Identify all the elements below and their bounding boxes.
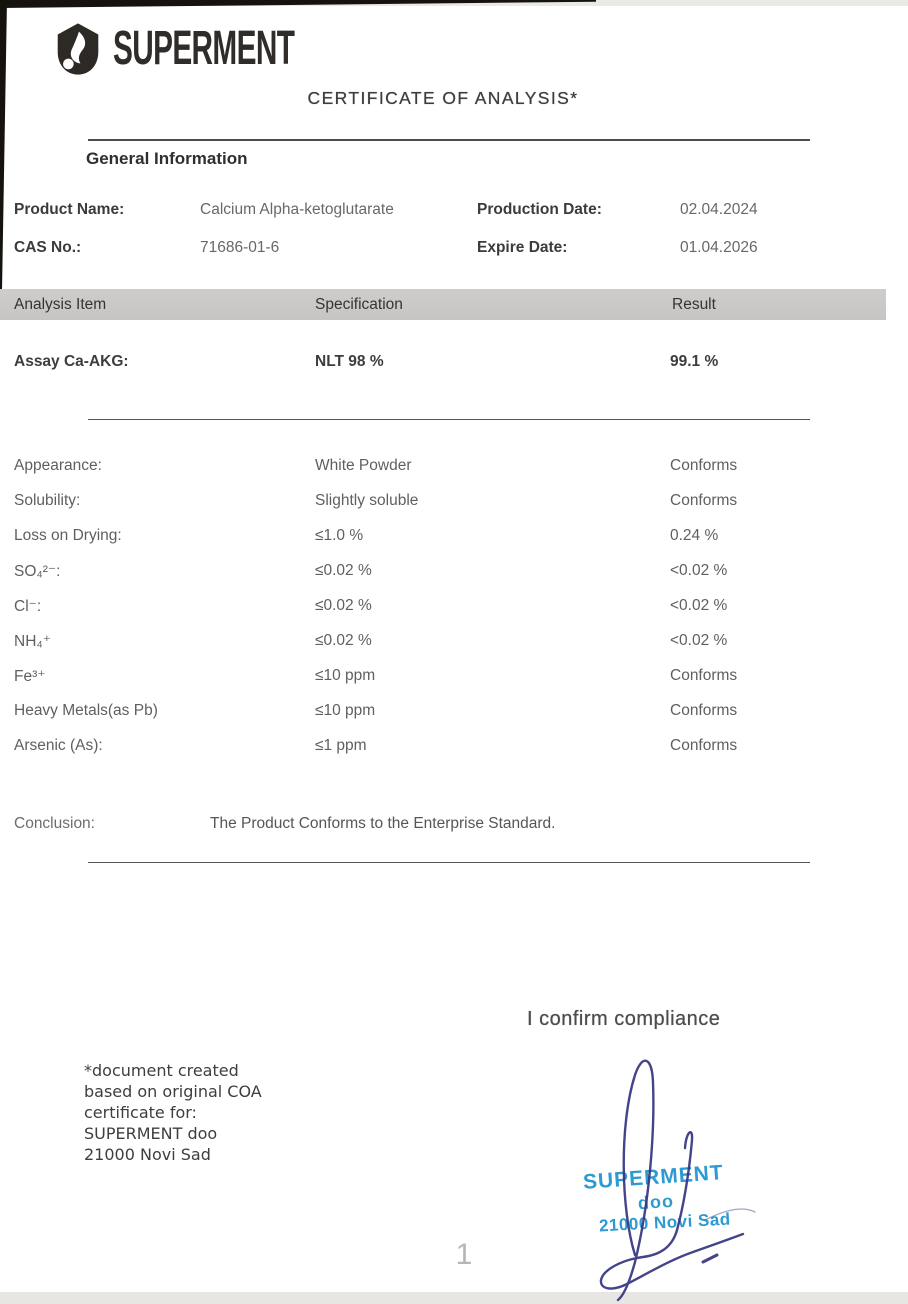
analysis-item: Solubility: [14, 492, 81, 509]
info-row [0, 201, 886, 223]
analysis-spec: ≤1 ppm [315, 737, 367, 754]
expire-date-label: Expire Date: [477, 239, 568, 256]
analysis-result: 99.1 % [670, 353, 719, 370]
divider-line [88, 419, 810, 420]
divider-line [88, 139, 810, 141]
analysis-spec: ≤10 ppm [315, 702, 376, 719]
analysis-spec: ≤0.02 % [315, 597, 372, 614]
table-row [0, 632, 886, 654]
table-row [0, 597, 886, 619]
conclusion-label: Conclusion: [14, 815, 95, 832]
table-row [0, 457, 886, 479]
brand-name: SUPERMENT [113, 22, 295, 75]
table-row [0, 492, 886, 514]
analysis-result: Conforms [670, 667, 738, 684]
info-row [0, 239, 886, 261]
analysis-spec: Slightly soluble [315, 492, 419, 509]
stamp-company-name: SUPERMENT [582, 1161, 725, 1194]
analysis-result: Conforms [670, 457, 738, 474]
page-number: 1 [455, 1238, 473, 1271]
analysis-item: NH₄⁺ [14, 633, 51, 650]
cas-no-label: CAS No.: [14, 239, 82, 256]
stamp-company-form: doo [637, 1190, 675, 1214]
analysis-item: Heavy Metals(as Pb) [14, 702, 158, 719]
footnote-line: *document created [84, 1061, 239, 1080]
table-header [0, 289, 886, 320]
expire-date-value: 01.04.2026 [680, 239, 758, 256]
analysis-spec: ≤1.0 % [315, 527, 364, 544]
analysis-item: Assay Ca-AKG: [14, 353, 129, 370]
analysis-item: Fe³⁺ [14, 668, 46, 685]
analysis-result: <0.02 % [670, 562, 728, 579]
handwritten-signature [555, 1040, 805, 1304]
superment-logo-icon [49, 20, 107, 78]
table-row [0, 667, 886, 689]
table-row [0, 527, 886, 549]
analysis-result: <0.02 % [670, 632, 728, 649]
header-analysis-item: Analysis Item [14, 296, 107, 313]
analysis-item: Arsenic (As): [14, 737, 103, 754]
table-row [0, 562, 886, 584]
analysis-item: Cl⁻: [14, 598, 42, 615]
divider-line [88, 862, 810, 863]
table-row [0, 702, 886, 724]
footnote-line: SUPERMENT doo [84, 1124, 218, 1143]
header-result: Result [672, 296, 716, 313]
analysis-item: SO₄²⁻: [14, 563, 61, 580]
footnote-line: 21000 Novi Sad [84, 1145, 211, 1164]
general-information-heading: General Information [86, 149, 248, 168]
stamp-company-city: 21000 Novi Sad [598, 1209, 732, 1236]
production-date-label: Production Date: [477, 201, 602, 218]
analysis-spec: White Powder [315, 457, 412, 474]
footnote-line: based on original COA [84, 1082, 262, 1101]
stamp-and-signature [555, 1040, 805, 1304]
analysis-spec: ≤10 ppm [315, 667, 376, 684]
analysis-result: Conforms [670, 737, 738, 754]
analysis-result: Conforms [670, 702, 738, 719]
analysis-spec: ≤0.02 % [315, 562, 372, 579]
product-name-label: Product Name: [14, 201, 125, 218]
product-name-value: Calcium Alpha-ketoglutarate [200, 201, 394, 218]
analysis-result: Conforms [670, 492, 738, 509]
analysis-result: 0.24 % [670, 527, 719, 544]
cas-no-value: 71686-01-6 [200, 239, 280, 256]
analysis-result: <0.02 % [670, 597, 728, 614]
table-row-assay [0, 353, 886, 375]
header-specification: Specification [315, 296, 403, 313]
compliance-statement: I confirm compliance [527, 1008, 721, 1030]
analysis-item: Loss on Drying: [14, 527, 122, 544]
analysis-item: Appearance: [14, 457, 102, 474]
analysis-spec: NLT 98 % [315, 353, 384, 370]
conclusion-text: The Product Conforms to the Enterprise Standard. [210, 815, 556, 832]
footnote-line: certificate for: [84, 1103, 197, 1122]
production-date-value: 02.04.2024 [680, 201, 758, 218]
document-title: CERTIFICATE OF ANALYSIS* [307, 88, 579, 108]
analysis-spec: ≤0.02 % [315, 632, 372, 649]
brand-header [49, 20, 405, 78]
footnote [84, 1060, 344, 1165]
table-row [0, 737, 886, 759]
